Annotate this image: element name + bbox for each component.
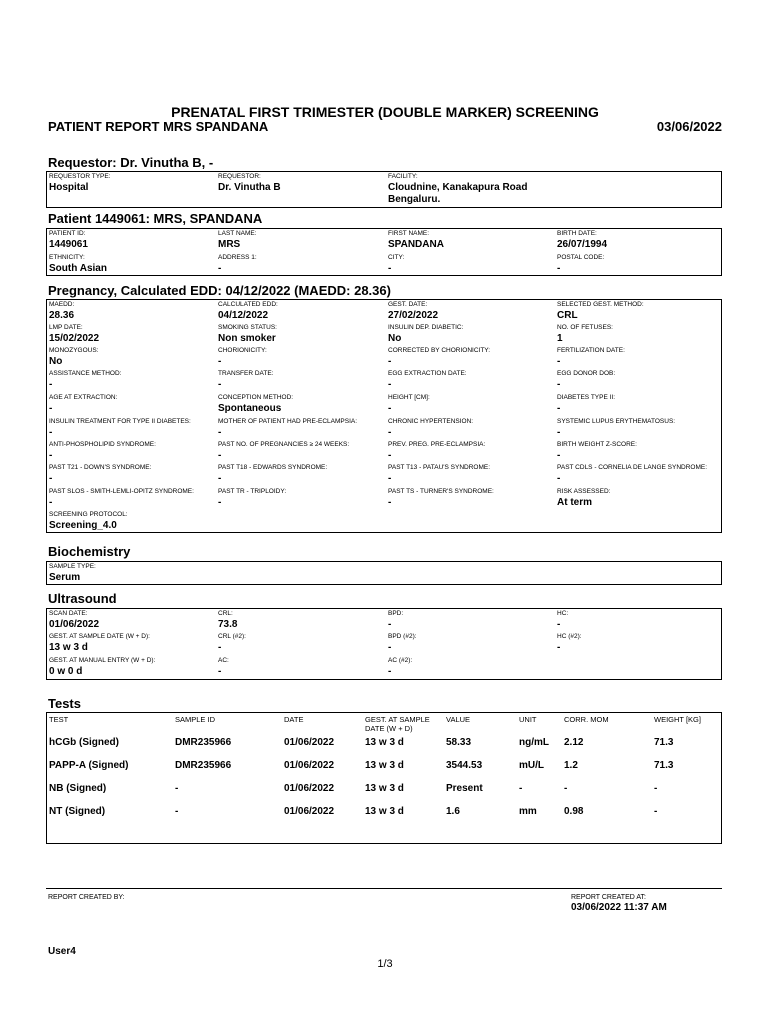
test-unit: mU/L xyxy=(519,760,544,771)
field-label: HC: xyxy=(557,610,569,617)
field-label: PAST T21 - DOWN'S SYNDROME: xyxy=(49,464,152,471)
page-number: 1/3 xyxy=(377,958,393,970)
field-value: - xyxy=(388,497,392,508)
field-value: - xyxy=(557,356,561,367)
field-label: TRANSFER DATE: xyxy=(218,370,274,377)
field-label: ASSISTANCE METHOD: xyxy=(49,370,122,377)
field-label: SMOKING STATUS: xyxy=(218,324,277,331)
field-value: - xyxy=(557,473,561,484)
field-value: No xyxy=(49,356,63,367)
field-label: INSULIN DEP. DIABETIC: xyxy=(388,324,464,331)
field-value: - xyxy=(49,427,53,438)
field-value: 1 xyxy=(557,333,563,344)
field-value: Serum xyxy=(49,572,81,583)
field-label: ANTI-PHOSPHOLIPID SYNDROME: xyxy=(49,441,156,448)
sample-id: - xyxy=(175,806,179,817)
field-value: - xyxy=(218,356,222,367)
gest-at-sample: 13 w 3 d xyxy=(365,737,404,748)
weight: 71.3 xyxy=(654,760,674,771)
field-label: LMP DATE: xyxy=(49,324,83,331)
test-unit: - xyxy=(519,783,523,794)
report-date: 03/06/2022 xyxy=(656,119,722,134)
test-name: hCGb (Signed) xyxy=(49,737,119,748)
field-value: Spontaneous xyxy=(218,403,282,414)
corr-mom: 1.2 xyxy=(564,760,578,771)
field-value: 04/12/2022 xyxy=(218,310,269,321)
field-label: ETHNICITY: xyxy=(49,254,85,261)
field-label: RISK ASSESSED: xyxy=(557,488,611,495)
field-label: CRL: xyxy=(218,610,233,617)
field-label: ADDRESS 1: xyxy=(218,254,257,261)
tests-heading: Tests xyxy=(48,696,81,711)
gest-at-sample: 13 w 3 d xyxy=(365,760,404,771)
field-value: 15/02/2022 xyxy=(49,333,100,344)
field-value: 28.36 xyxy=(49,310,75,321)
field-label: PATIENT ID: xyxy=(49,230,86,237)
field-value: - xyxy=(388,450,392,461)
field-value: - xyxy=(218,263,222,274)
field-value: 01/06/2022 xyxy=(49,619,100,630)
field-label: SCAN DATE: xyxy=(49,610,88,617)
field-value: - xyxy=(218,427,222,438)
column-header: DATE xyxy=(284,715,304,724)
column-header: DATE (W + D) xyxy=(365,724,413,733)
field-label: SYSTEMIC LUPUS ERYTHEMATOSUS: xyxy=(557,418,676,425)
field-label: DIABETES TYPE II: xyxy=(557,394,616,401)
test-value: 3544.53 xyxy=(446,760,483,771)
biochemistry-box xyxy=(46,561,722,585)
field-value: 0 w 0 d xyxy=(49,666,83,677)
ultrasound-box xyxy=(46,608,722,680)
column-header: GEST. AT SAMPLE xyxy=(365,715,430,724)
field-label: BPD (#2): xyxy=(388,633,417,640)
field-value: - xyxy=(218,642,222,653)
test-name: NT (Signed) xyxy=(49,806,106,817)
created-by-user: User4 xyxy=(48,946,76,957)
corr-mom: - xyxy=(564,783,568,794)
report-title: PRENATAL FIRST TRIMESTER (DOUBLE MARKER) SCREENING xyxy=(171,104,599,120)
field-value: - xyxy=(557,450,561,461)
field-label: NO. OF FETUSES: xyxy=(557,324,613,331)
field-value: - xyxy=(557,379,561,390)
field-label: CONCEPTION METHOD: xyxy=(218,394,294,401)
column-header: WEIGHT [KG] xyxy=(654,715,701,724)
field-value: Bengaluru. xyxy=(388,194,441,205)
test-name: NB (Signed) xyxy=(49,783,107,794)
corr-mom: 0.98 xyxy=(564,806,584,817)
field-value: 13 w 3 d xyxy=(49,642,88,653)
patient-report-subtitle: PATIENT REPORT MRS SPANDANA xyxy=(48,119,269,134)
sample-id: DMR235966 xyxy=(175,760,232,771)
field-value: At term xyxy=(557,497,593,508)
patient-box xyxy=(46,228,722,276)
field-value: - xyxy=(388,473,392,484)
field-value: - xyxy=(49,403,53,414)
test-date: 01/06/2022 xyxy=(284,760,335,771)
field-label: INSULIN TREATMENT FOR TYPE II DIABETES: xyxy=(49,418,191,425)
field-label: HC (#2): xyxy=(557,633,582,640)
field-label: REQUESTOR TYPE: xyxy=(49,173,111,180)
pregnancy-heading: Pregnancy, Calculated EDD: 04/12/2022 (MAEDD: 28.36) xyxy=(48,283,391,298)
field-label: BIRTH DATE: xyxy=(557,230,597,237)
test-value: Present xyxy=(446,783,483,794)
field-value: - xyxy=(388,666,392,677)
pregnancy-box xyxy=(46,299,722,533)
field-value: - xyxy=(557,619,561,630)
patient-heading: Patient 1449061: MRS, SPANDANA xyxy=(48,211,263,226)
field-label: AC: xyxy=(218,657,229,664)
field-label: FERTILIZATION DATE: xyxy=(557,347,625,354)
field-label: CITY: xyxy=(388,254,405,261)
weight: - xyxy=(654,806,658,817)
field-value: - xyxy=(49,379,53,390)
test-value: 58.33 xyxy=(446,737,472,748)
field-label: POSTAL CODE: xyxy=(557,254,605,261)
column-header: UNIT xyxy=(519,715,537,724)
created-at-label: REPORT CREATED AT: xyxy=(571,894,646,901)
field-value: - xyxy=(388,403,392,414)
field-label: REQUESTOR: xyxy=(218,173,261,180)
requestor-box xyxy=(46,171,722,208)
field-label: PAST NO. OF PREGNANCIES ≥ 24 WEEKS: xyxy=(218,441,350,448)
tests-table xyxy=(46,712,722,844)
field-label: PAST TR - TRIPLOIDY: xyxy=(218,488,287,495)
field-label: PAST SLOS - SMITH-LEMLI-OPITZ SYNDROME: xyxy=(49,488,194,495)
field-value: - xyxy=(49,473,53,484)
field-label: CALCULATED EDD: xyxy=(218,301,278,308)
field-value: - xyxy=(218,379,222,390)
field-value: MRS xyxy=(218,239,241,250)
test-name: PAPP-A (Signed) xyxy=(49,760,129,771)
test-date: 01/06/2022 xyxy=(284,737,335,748)
field-label: PAST CDLS - CORNELIA DE LANGE SYNDROME: xyxy=(557,464,708,471)
field-label: PREV. PREG. PRE-ECLAMPSIA: xyxy=(388,441,486,448)
field-value: - xyxy=(388,356,392,367)
sample-id: - xyxy=(175,783,179,794)
ultrasound-heading: Ultrasound xyxy=(48,591,117,606)
field-value: - xyxy=(388,619,392,630)
field-value: - xyxy=(218,497,222,508)
field-label: BPD: xyxy=(388,610,404,617)
field-value: Screening_4.0 xyxy=(49,520,117,531)
column-header: TEST xyxy=(49,715,69,724)
test-unit: ng/mL xyxy=(519,737,549,748)
field-label: AC (#2): xyxy=(388,657,413,664)
field-label: LAST NAME: xyxy=(218,230,257,237)
column-header: VALUE xyxy=(446,715,471,724)
field-value: South Asian xyxy=(49,263,107,274)
field-label: GEST. AT MANUAL ENTRY (W + D): xyxy=(49,657,156,664)
field-value: - xyxy=(218,473,222,484)
corr-mom: 2.12 xyxy=(564,737,584,748)
biochemistry-heading: Biochemistry xyxy=(48,544,131,559)
field-label: GEST. AT SAMPLE DATE (W + D): xyxy=(49,633,150,640)
weight: 71.3 xyxy=(654,737,674,748)
field-label: CRL (#2): xyxy=(218,633,246,640)
field-value: 73.8 xyxy=(218,619,238,630)
field-value: Non smoker xyxy=(218,333,276,344)
field-value: - xyxy=(557,403,561,414)
requestor-heading: Requestor: Dr. Vinutha B, - xyxy=(48,155,214,170)
field-label: CORRECTED BY CHORIONICITY: xyxy=(388,347,491,354)
field-value: - xyxy=(557,263,561,274)
field-value: No xyxy=(388,333,402,344)
field-value: Hospital xyxy=(49,182,89,193)
field-label: BIRTH WEIGHT Z-SCORE: xyxy=(557,441,637,448)
created-by-label: REPORT CREATED BY: xyxy=(48,894,125,901)
field-label: SELECTED GEST. METHOD: xyxy=(557,301,644,308)
field-value: - xyxy=(557,427,561,438)
created-at-value: 03/06/2022 11:37 AM xyxy=(571,902,667,913)
gest-at-sample: 13 w 3 d xyxy=(365,806,404,817)
footer-divider xyxy=(46,888,722,889)
field-value: 1449061 xyxy=(49,239,88,250)
field-label: CHRONIC HYPERTENSION: xyxy=(388,418,474,425)
test-value: 1.6 xyxy=(446,806,460,817)
field-label: PAST T18 - EDWARDS SYNDROME: xyxy=(218,464,328,471)
field-label: MOTHER OF PATIENT HAD PRE-ECLAMPSIA: xyxy=(218,418,358,425)
field-label: SCREENING PROTOCOL: xyxy=(49,511,128,518)
field-value: - xyxy=(218,666,222,677)
column-header: CORR. MOM xyxy=(564,715,609,724)
field-label: PAST T13 - PATAU'S SYNDROME: xyxy=(388,464,491,471)
field-value: - xyxy=(388,379,392,390)
test-unit: mm xyxy=(519,806,537,817)
field-label: MAEDD: xyxy=(49,301,75,308)
field-label: MONOZYGOUS: xyxy=(49,347,99,354)
field-label: EGG DONOR DOB: xyxy=(557,370,616,377)
field-label: HEIGHT [CM]: xyxy=(388,394,430,401)
field-value: Dr. Vinutha B xyxy=(218,182,281,193)
weight: - xyxy=(654,783,658,794)
field-label: PAST TS - TURNER'S SYNDROME: xyxy=(388,488,494,495)
field-label: FIRST NAME: xyxy=(388,230,430,237)
field-value: Cloudnine, Kanakapura Road xyxy=(388,182,528,193)
test-date: 01/06/2022 xyxy=(284,783,335,794)
field-value: 27/02/2022 xyxy=(388,310,439,321)
sample-id: DMR235966 xyxy=(175,737,232,748)
field-value: - xyxy=(388,427,392,438)
column-header: SAMPLE ID xyxy=(175,715,216,724)
field-value: - xyxy=(388,263,392,274)
field-value: CRL xyxy=(557,310,578,321)
field-value: 26/07/1994 xyxy=(557,239,608,250)
field-label: SAMPLE TYPE: xyxy=(49,563,96,570)
field-label: CHORIONICITY: xyxy=(218,347,267,354)
field-label: AGE AT EXTRACTION: xyxy=(49,394,118,401)
field-value: SPANDANA xyxy=(388,239,444,250)
field-value: - xyxy=(218,450,222,461)
field-value: - xyxy=(49,450,53,461)
field-value: - xyxy=(388,642,392,653)
field-label: GEST. DATE: xyxy=(388,301,428,308)
test-date: 01/06/2022 xyxy=(284,806,335,817)
gest-at-sample: 13 w 3 d xyxy=(365,783,404,794)
field-value: - xyxy=(557,642,561,653)
field-value: - xyxy=(49,497,53,508)
field-label: EGG EXTRACTION DATE: xyxy=(388,370,467,377)
field-label: FACILITY: xyxy=(388,173,418,180)
